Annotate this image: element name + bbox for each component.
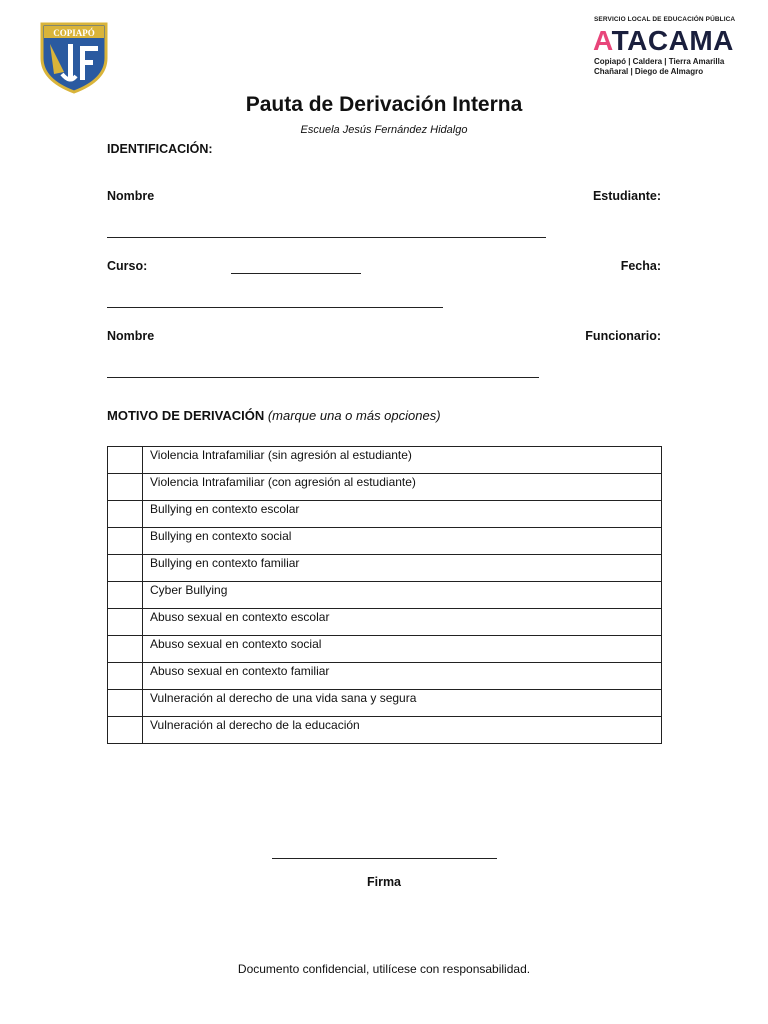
- option-label: Violencia Intrafamiliar (sin agresión al estudiante): [143, 447, 662, 474]
- student-name-blank-line[interactable]: [107, 237, 546, 238]
- option-checkbox[interactable]: [108, 717, 143, 744]
- estudiante-label: Estudiante:: [592, 189, 661, 203]
- option-checkbox[interactable]: [108, 555, 143, 582]
- option-row: [108, 447, 662, 474]
- motivo-heading-bold: MOTIVO DE DERIVACIÓN: [107, 408, 265, 423]
- signature-line[interactable]: [272, 858, 497, 859]
- derivation-options-table: [107, 446, 662, 744]
- school-name-subtitle: Escuela Jesús Fernández Hidalgo: [300, 124, 468, 136]
- option-row: [108, 582, 662, 609]
- svg-text:COPIAPÓ: COPIAPÓ: [53, 28, 95, 38]
- option-label: Violencia Intrafamiliar (con agresión al estudiante): [143, 474, 662, 501]
- option-row: [108, 528, 662, 555]
- option-checkbox[interactable]: [108, 690, 143, 717]
- document-title: Pauta de Derivación Interna: [245, 93, 523, 116]
- atacama-wordmark-logo: [593, 24, 734, 58]
- fecha-label: Fecha:: [620, 259, 661, 273]
- option-label: Abuso sexual en contexto social: [143, 636, 662, 663]
- option-label: Abuso sexual en contexto escolar: [143, 609, 662, 636]
- option-checkbox[interactable]: [108, 474, 143, 501]
- school-crest-logo: [40, 22, 108, 94]
- option-checkbox[interactable]: [108, 636, 143, 663]
- option-label: Vulneración al derecho de una vida sana y segura: [143, 690, 662, 717]
- option-checkbox[interactable]: [108, 501, 143, 528]
- atacama-communes-line1: Copiapó | Caldera | Tierra Amarilla: [594, 57, 725, 66]
- option-label: Cyber Bullying: [143, 582, 662, 609]
- atacama-wordmark-a: A: [593, 25, 612, 56]
- option-row: [108, 663, 662, 690]
- fecha-blank-line[interactable]: [107, 307, 443, 308]
- option-row: [108, 717, 662, 744]
- option-checkbox[interactable]: [108, 663, 143, 690]
- option-label: Bullying en contexto escolar: [143, 501, 662, 528]
- option-row: [108, 609, 662, 636]
- curso-label: Curso:: [107, 259, 148, 273]
- option-label: Vulneración al derecho de la educación: [143, 717, 662, 744]
- nombre-label: Nombre: [107, 189, 155, 203]
- option-label: Abuso sexual en contexto familiar: [143, 663, 662, 690]
- atacama-communes-line2: Chañaral | Diego de Almagro: [594, 67, 704, 76]
- motivo-hint: (marque una o más opciones): [267, 408, 441, 423]
- option-checkbox[interactable]: [108, 528, 143, 555]
- curso-blank-line[interactable]: [231, 273, 361, 274]
- motivo-heading: [107, 408, 441, 423]
- atacama-tagline: SERVICIO LOCAL DE EDUCACIÓN PÚBLICA: [594, 16, 736, 23]
- option-row: [108, 501, 662, 528]
- funcionario-name-blank-line[interactable]: [107, 377, 539, 378]
- option-checkbox[interactable]: [108, 582, 143, 609]
- option-checkbox[interactable]: [108, 609, 143, 636]
- option-row: [108, 555, 662, 582]
- confidential-footer: Documento confidencial, utilícese con responsabilidad.: [237, 962, 531, 976]
- identification-heading: IDENTIFICACIÓN:: [107, 142, 213, 156]
- atacama-wordmark-rest: TACAMA: [611, 25, 734, 56]
- option-row: [108, 474, 662, 501]
- signature-label: Firma: [366, 875, 402, 889]
- option-row: [108, 636, 662, 663]
- option-row: [108, 690, 662, 717]
- nombre-funcionario-label: Nombre: [107, 329, 155, 343]
- option-label: Bullying en contexto familiar: [143, 555, 662, 582]
- option-label: Bullying en contexto social: [143, 528, 662, 555]
- funcionario-label: Funcionario:: [585, 329, 661, 343]
- option-checkbox[interactable]: [108, 447, 143, 474]
